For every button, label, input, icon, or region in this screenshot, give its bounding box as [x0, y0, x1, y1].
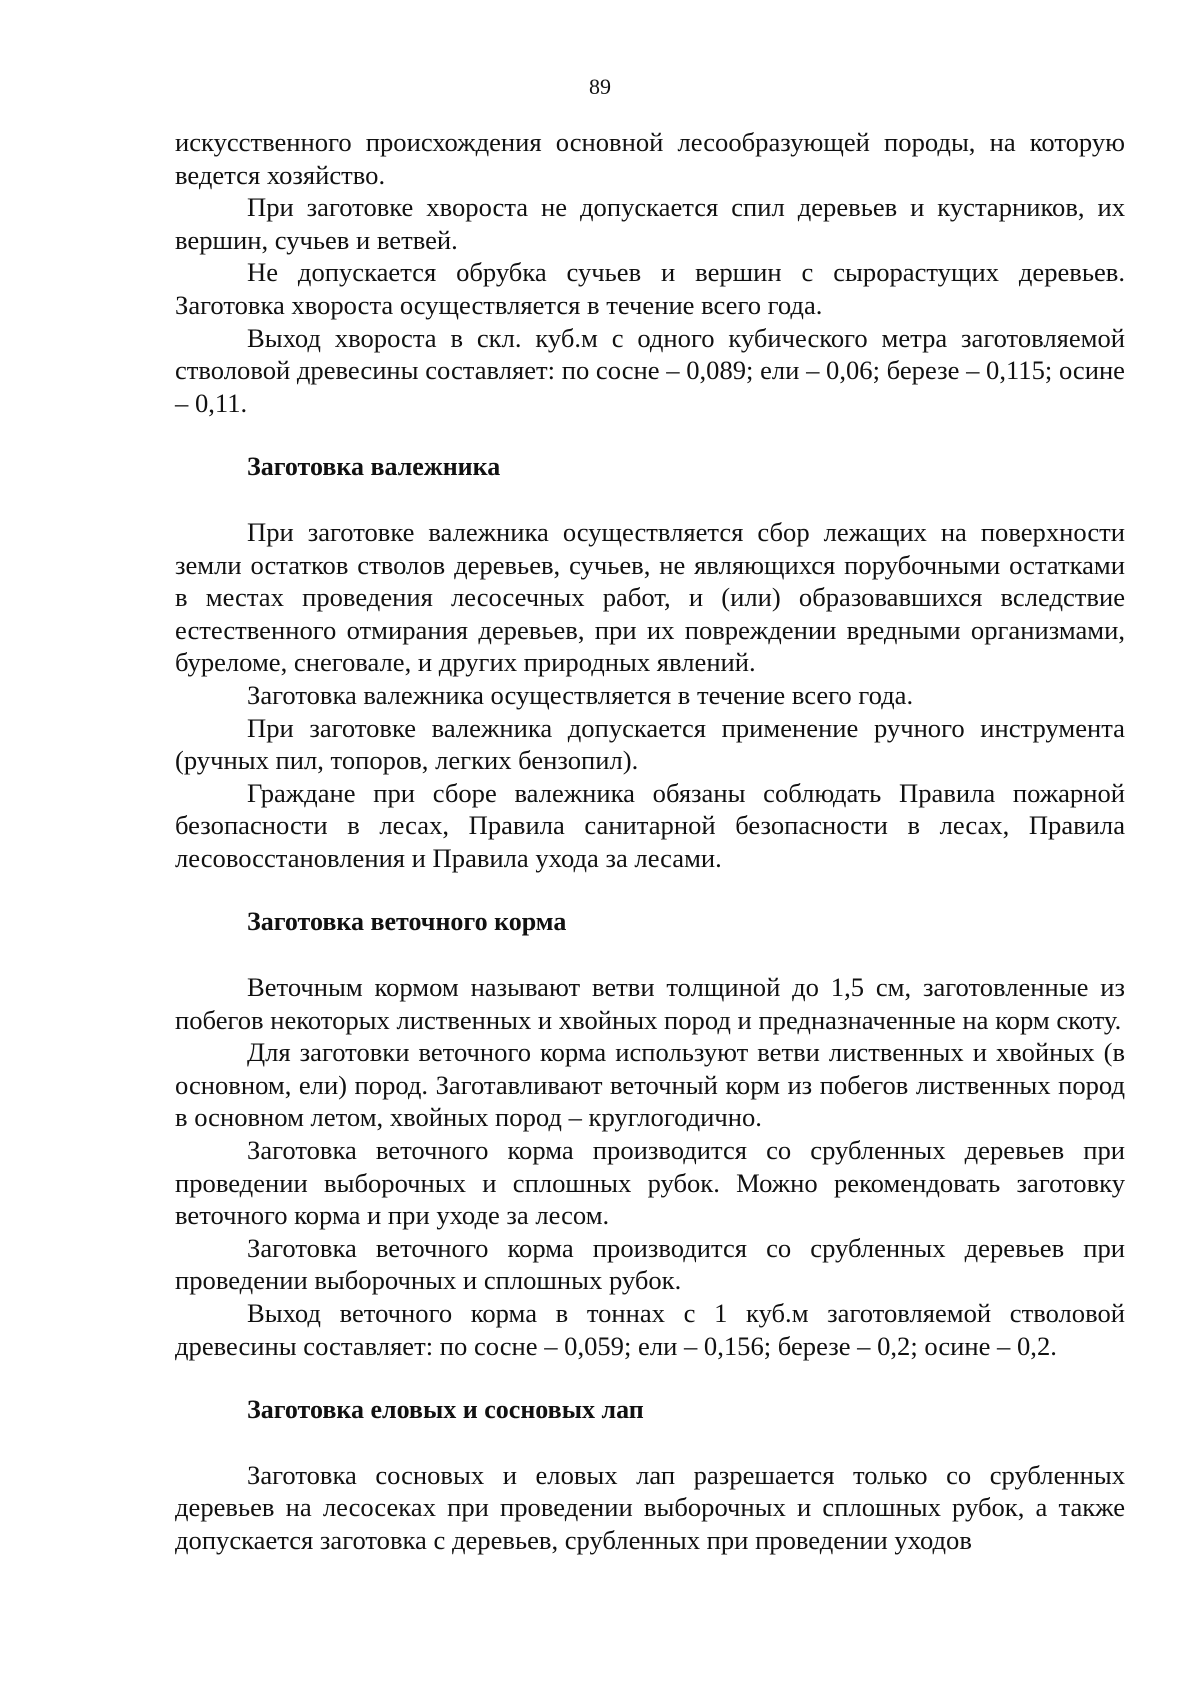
section-spacer — [175, 1427, 1125, 1459]
section-heading: Заготовка валежника — [247, 452, 501, 482]
section-spacer — [175, 484, 1125, 516]
paragraph: Для заготовки веточного корма используют ветви лиственных и хвойных (в основном, ели) пород. Заготавливают веточный корм из побегов лиственных пород в основном летом, хвойных пород – круглогодично. — [175, 1037, 1125, 1133]
paragraph: Заготовка веточного корма производится со срубленных деревьев при проведении выборочных и сплошных рубок. — [175, 1232, 1125, 1296]
paragraph: искусственного происхождения основной лесообразующей породы, на которую ведется хозяйство. — [175, 127, 1125, 190]
paragraph: При заготовке валежника осуществляется сбор лежащих на поверхности земли остатков стволов деревьев, сучьев, не являющихся порубочными остатками в местах проведения лесосечных работ, и (или) образовавшихся вследствие естественного отмирания деревьев, при их повреждении вредными организмами, буреломе, снеговале, и других природных явлений. — [175, 516, 1125, 678]
paragraph: Граждане при сборе валежника обязаны соблюдать Правила пожарной безопасности в лесах, Правила санитарной безопасности в лесах, Правила лесовосстановления и Правила ухода за лесами. — [175, 777, 1125, 873]
page-number: 89 — [589, 74, 611, 99]
paragraph: Выход веточного корма в тоннах с 1 куб.м заготовляемой стволовой древесины составляет: по сосне – 0,059; ели – 0,156; березе – 0,2; осине – 0,2. — [175, 1298, 1125, 1361]
document-body — [175, 126, 1125, 1557]
section-spacer — [175, 939, 1125, 971]
section-heading: Заготовка веточного корма — [247, 907, 567, 937]
paragraph: Заготовка веточного корма производится со срубленных деревьев при проведении выборочных и сплошных рубок. Можно рекомендовать заготовку веточного корма и при уходе за лесом. — [175, 1135, 1125, 1231]
paragraph: При заготовке валежника допускается применение ручного инструмента (ручных пил, топоров, легких бензопил). — [175, 712, 1125, 776]
section-spacer — [175, 874, 1125, 906]
section-spacer — [175, 1362, 1125, 1394]
section-spacer — [175, 419, 1125, 451]
paragraph: При заготовке хвороста не допускается спил деревьев и кустарников, их вершин, сучьев и ветвей. — [175, 192, 1125, 255]
section-heading: Заготовка еловых и сосновых лап — [247, 1395, 644, 1425]
paragraph: Выход хвороста в скл. куб.м с одного кубического метра заготовляемой стволовой древесины составляет: по сосне – 0,089; ели – 0,06; березе – 0,115; осине – 0,11. — [175, 322, 1125, 418]
paragraph: Веточным кормом называют ветви толщиной до 1,5 см, заготовленные из побегов некоторых лиственных и хвойных пород и предназначенные на корм скоту. — [175, 972, 1125, 1035]
paragraph: Заготовка валежника осуществляется в течение всего года. — [247, 679, 914, 710]
paragraph: Не допускается обрубка сучьев и вершин с сырорастущих деревьев. Заготовка хвороста осуществляется в течение всего года. — [175, 257, 1125, 320]
paragraph: Заготовка сосновых и еловых лап разрешается только со срубленных деревьев на лесосеках при проведении выборочных и сплошных рубок, а также допускается заготовка с деревьев, срубленных при проведении уходов — [175, 1459, 1125, 1555]
